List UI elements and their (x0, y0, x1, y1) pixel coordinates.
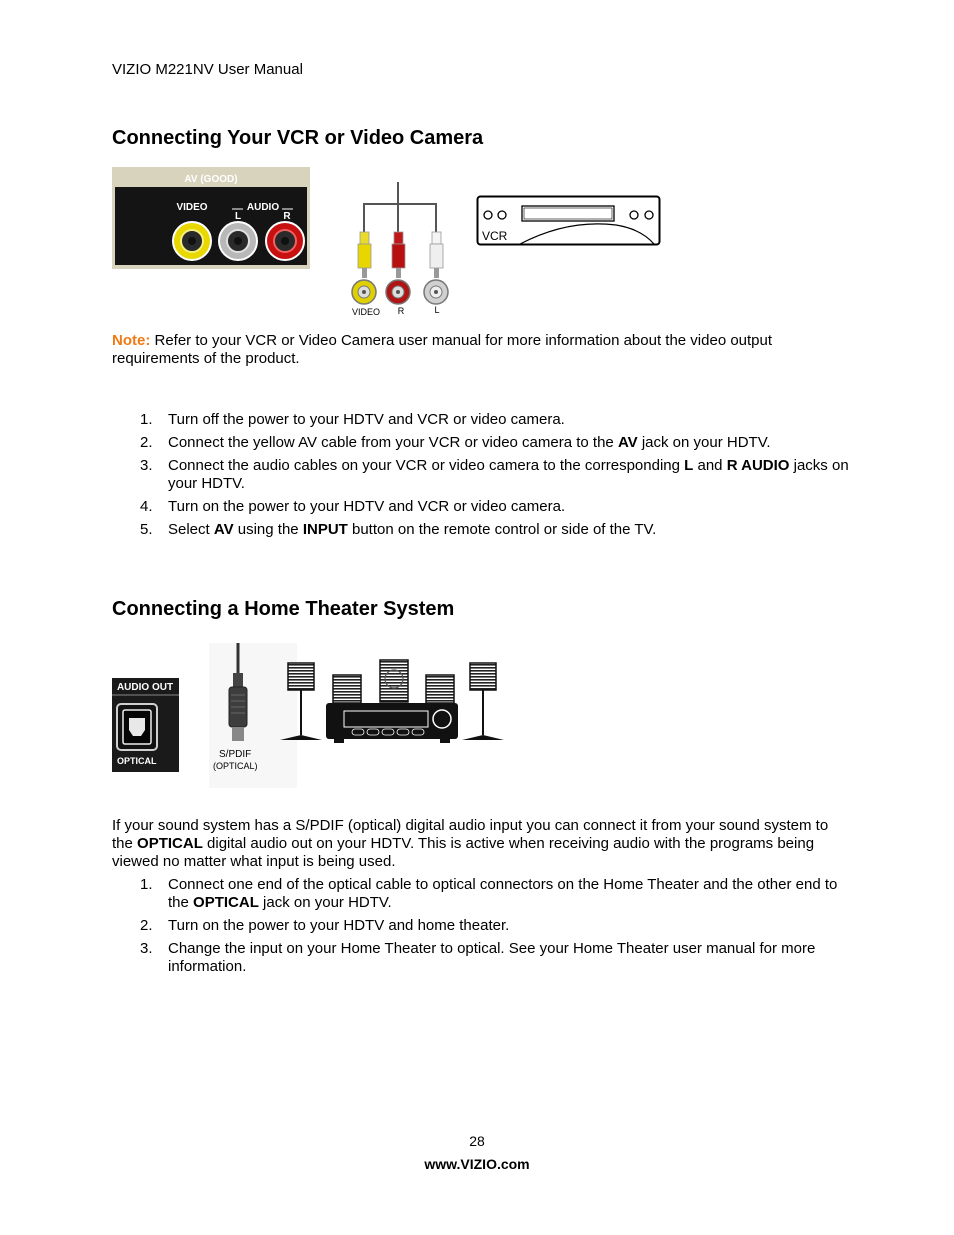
text-run: Select (168, 521, 214, 538)
bold-term: OPTICAL (193, 894, 259, 911)
rca-cable-image (346, 180, 450, 320)
audio-out-optical-label: OPTICAL (117, 756, 157, 766)
audio-out-panel-image (112, 678, 179, 772)
video-jack-icon (173, 222, 211, 260)
section-heading-vcr: Connecting Your VCR or Video Camera (112, 127, 484, 149)
text-run: Change the input on your Home Theater to optical. See your Home Theater user manual for more information. (168, 940, 816, 975)
receiver-icon (326, 703, 458, 743)
section-heading-home-theater: Connecting a Home Theater System (112, 598, 455, 620)
document-header: VIZIO M221NV User Manual (112, 61, 303, 78)
text-run: jack on your HDTV. (637, 434, 771, 451)
vcr-label: VCR (482, 229, 508, 243)
text-run: Connect the audio cables on your VCR or video camera to the corresponding (168, 457, 685, 474)
vcr-image (476, 195, 662, 247)
footer-url: www.VIZIO.com (424, 1156, 530, 1172)
text-run: Connect one end of the optical cable to optical connectors on the Home Theater and the other end to the (168, 876, 838, 911)
home-theater-intro (112, 817, 847, 871)
bold-term: AV (617, 434, 638, 451)
panel-title: AV (GOOD) (184, 174, 238, 185)
panel-r-label: R (283, 211, 291, 222)
list-item-number: 3. (140, 457, 153, 474)
list-item (112, 434, 852, 452)
list-item (112, 876, 852, 912)
av-input-panel-image (112, 167, 310, 269)
audio-left-jack-icon (219, 222, 257, 260)
bold-term: AV (213, 521, 234, 538)
list-item (112, 411, 852, 429)
page-number: 28 (469, 1133, 485, 1149)
bold-term: R AUDIO (726, 457, 790, 474)
list-item-number: 2. (140, 434, 153, 451)
optical-port-icon (117, 704, 157, 750)
text-run: using the (233, 521, 303, 538)
audio-right-jack-icon (266, 222, 304, 260)
text-run: Turn on the power to your HDTV and VCR or video camera. (168, 498, 566, 515)
bold-term: INPUT (302, 521, 348, 538)
spdif-label: S/PDIF (219, 749, 252, 760)
panel-video-label: VIDEO (176, 202, 208, 213)
text-run: jacks on your HDTV. (168, 457, 849, 492)
list-item-number: 1. (140, 876, 153, 893)
text-run: If your sound system has a S/PDIF (optical) digital audio input you can connect it from your sound system to the (112, 817, 829, 852)
audio-out-title: AUDIO OUT (116, 682, 174, 693)
bold-term: L (684, 457, 694, 474)
list-item (112, 940, 852, 976)
note-label: Note: (112, 332, 151, 349)
home-theater-image (278, 655, 506, 745)
vcr-steps-list (112, 411, 852, 544)
center-speaker-icon (380, 660, 408, 702)
text-run: button on the remote control or side of the TV. (347, 521, 657, 538)
text-run: Turn on the power to your HDTV and home theater. (168, 917, 510, 934)
text-run: Connect the yellow AV cable from your VCR or video camera to the (168, 434, 618, 451)
home-theater-steps-list (112, 876, 852, 981)
list-item (112, 917, 852, 935)
text-run: and (693, 457, 727, 474)
cable-l-label: L (434, 305, 440, 315)
bold-term: OPTICAL (137, 835, 203, 852)
list-item-number: 3. (140, 940, 153, 957)
list-item (112, 498, 852, 516)
panel-l-label: L (234, 211, 242, 222)
list-item (112, 457, 852, 493)
list-item (112, 521, 852, 539)
left-speaker-icon (280, 663, 322, 740)
panel-audio-label: AUDIO (246, 202, 280, 213)
note-paragraph (112, 332, 847, 368)
optical-label: (OPTICAL) (213, 761, 258, 771)
text-run: Turn off the power to your HDTV and VCR or video camera. (168, 411, 565, 428)
right-speaker-icon (462, 663, 504, 740)
list-item-number: 4. (140, 498, 153, 515)
list-item-number: 2. (140, 917, 153, 934)
cable-video-label: VIDEO (351, 307, 381, 317)
list-item-number: 1. (140, 411, 153, 428)
text-run: digital audio out on your HDTV. This is active when receiving audio with the programs being viewed no matter what input is being used. (112, 835, 815, 870)
text-run: jack on your HDTV. (258, 894, 392, 911)
list-item-number: 5. (140, 521, 153, 538)
note-text: Refer to your VCR or Video Camera user manual for more information about the video output requirements of the product. (112, 332, 773, 367)
cable-r-label: R (397, 306, 405, 316)
